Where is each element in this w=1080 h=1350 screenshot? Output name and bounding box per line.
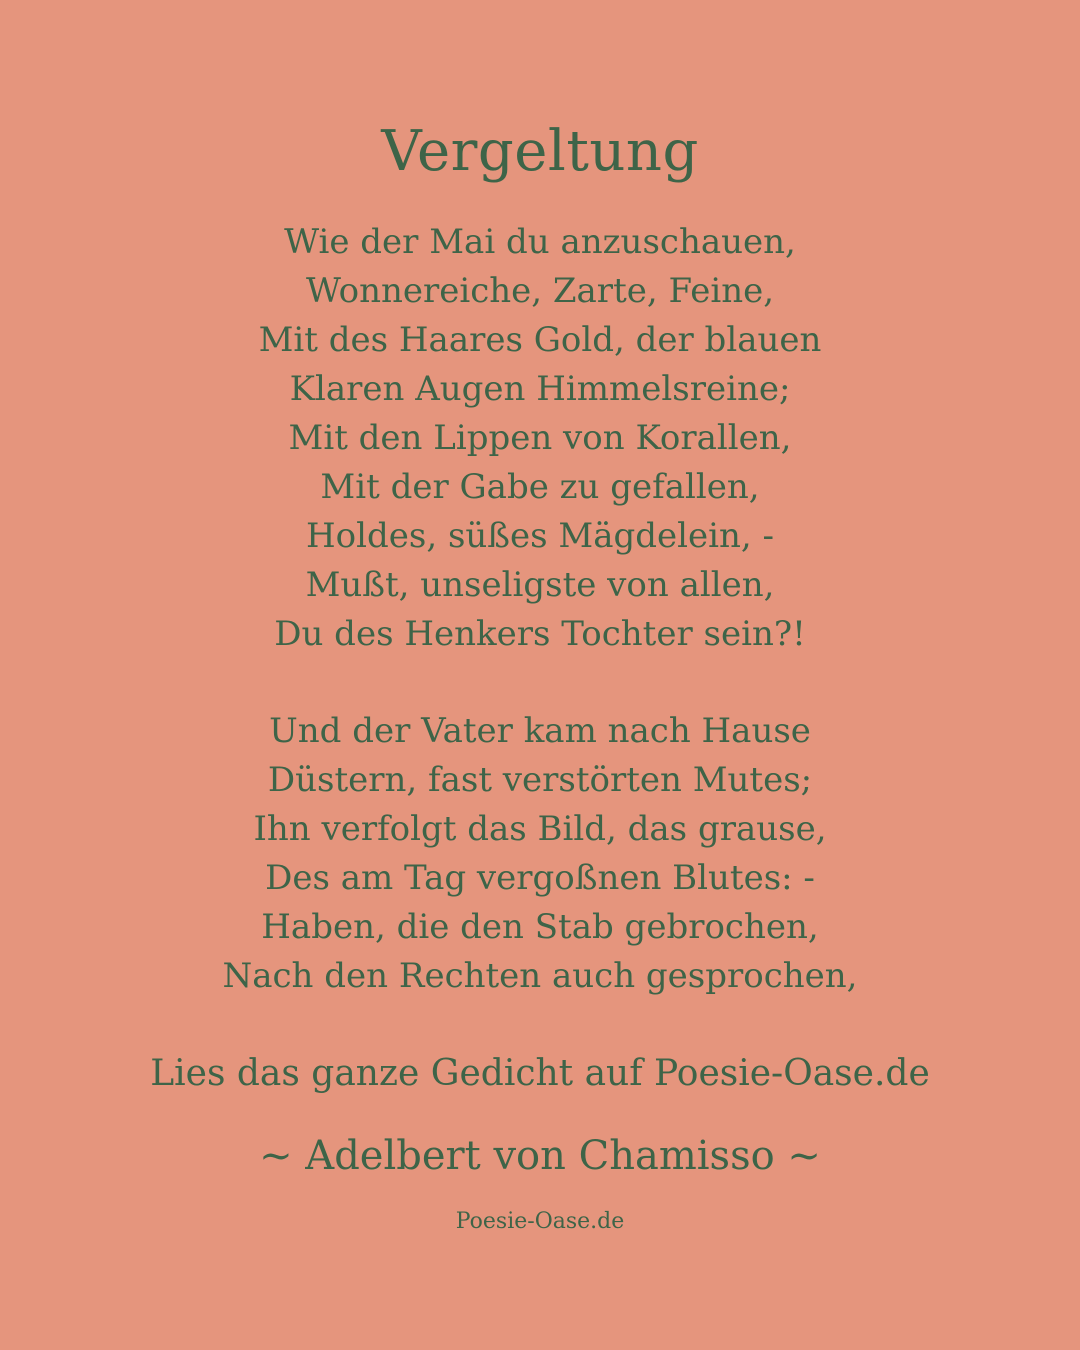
verse-line: Wonnereiche, Zarte, Feine,	[305, 271, 775, 311]
verse-line: Nach den Rechten auch gesprochen,	[222, 956, 858, 996]
verse-line: Klaren Augen Himmelsreine;	[289, 369, 791, 409]
verse-line: Mußt, unseligste von allen,	[305, 565, 775, 605]
verse-line: Du des Henkers Tochter sein?!	[274, 614, 806, 654]
poem-author: ~ Adelbert von Chamisso ~	[259, 1133, 821, 1179]
poem-title: Vergeltung	[381, 119, 699, 184]
verse-line: Und der Vater kam nach Hause	[269, 711, 811, 751]
verse-line: Mit des Haares Gold, der blauen	[258, 320, 822, 360]
stanza-1	[0, 218, 1080, 659]
verse-line: Des am Tag vergoßnen Blutes: -	[265, 858, 815, 898]
read-full-poem-text: Lies das ganze Gedicht auf Poesie-Oase.de	[150, 1053, 930, 1094]
verse-line: Düstern, fast verstörten Mutes;	[267, 760, 813, 800]
verse-line: Mit der Gabe zu gefallen,	[320, 467, 760, 507]
verse-line: Haben, die den Stab gebrochen,	[261, 907, 819, 947]
verse-line: Mit den Lippen von Korallen,	[288, 418, 792, 458]
site-watermark: Poesie-Oase.de	[455, 1209, 625, 1234]
stanza-2	[0, 707, 1080, 1001]
verse-line: Ihn verfolgt das Bild, das grause,	[253, 809, 827, 849]
verse-line: Holdes, süßes Mägdelein, -	[306, 516, 774, 556]
verse-line: Wie der Mai du anzuschauen,	[284, 222, 796, 262]
